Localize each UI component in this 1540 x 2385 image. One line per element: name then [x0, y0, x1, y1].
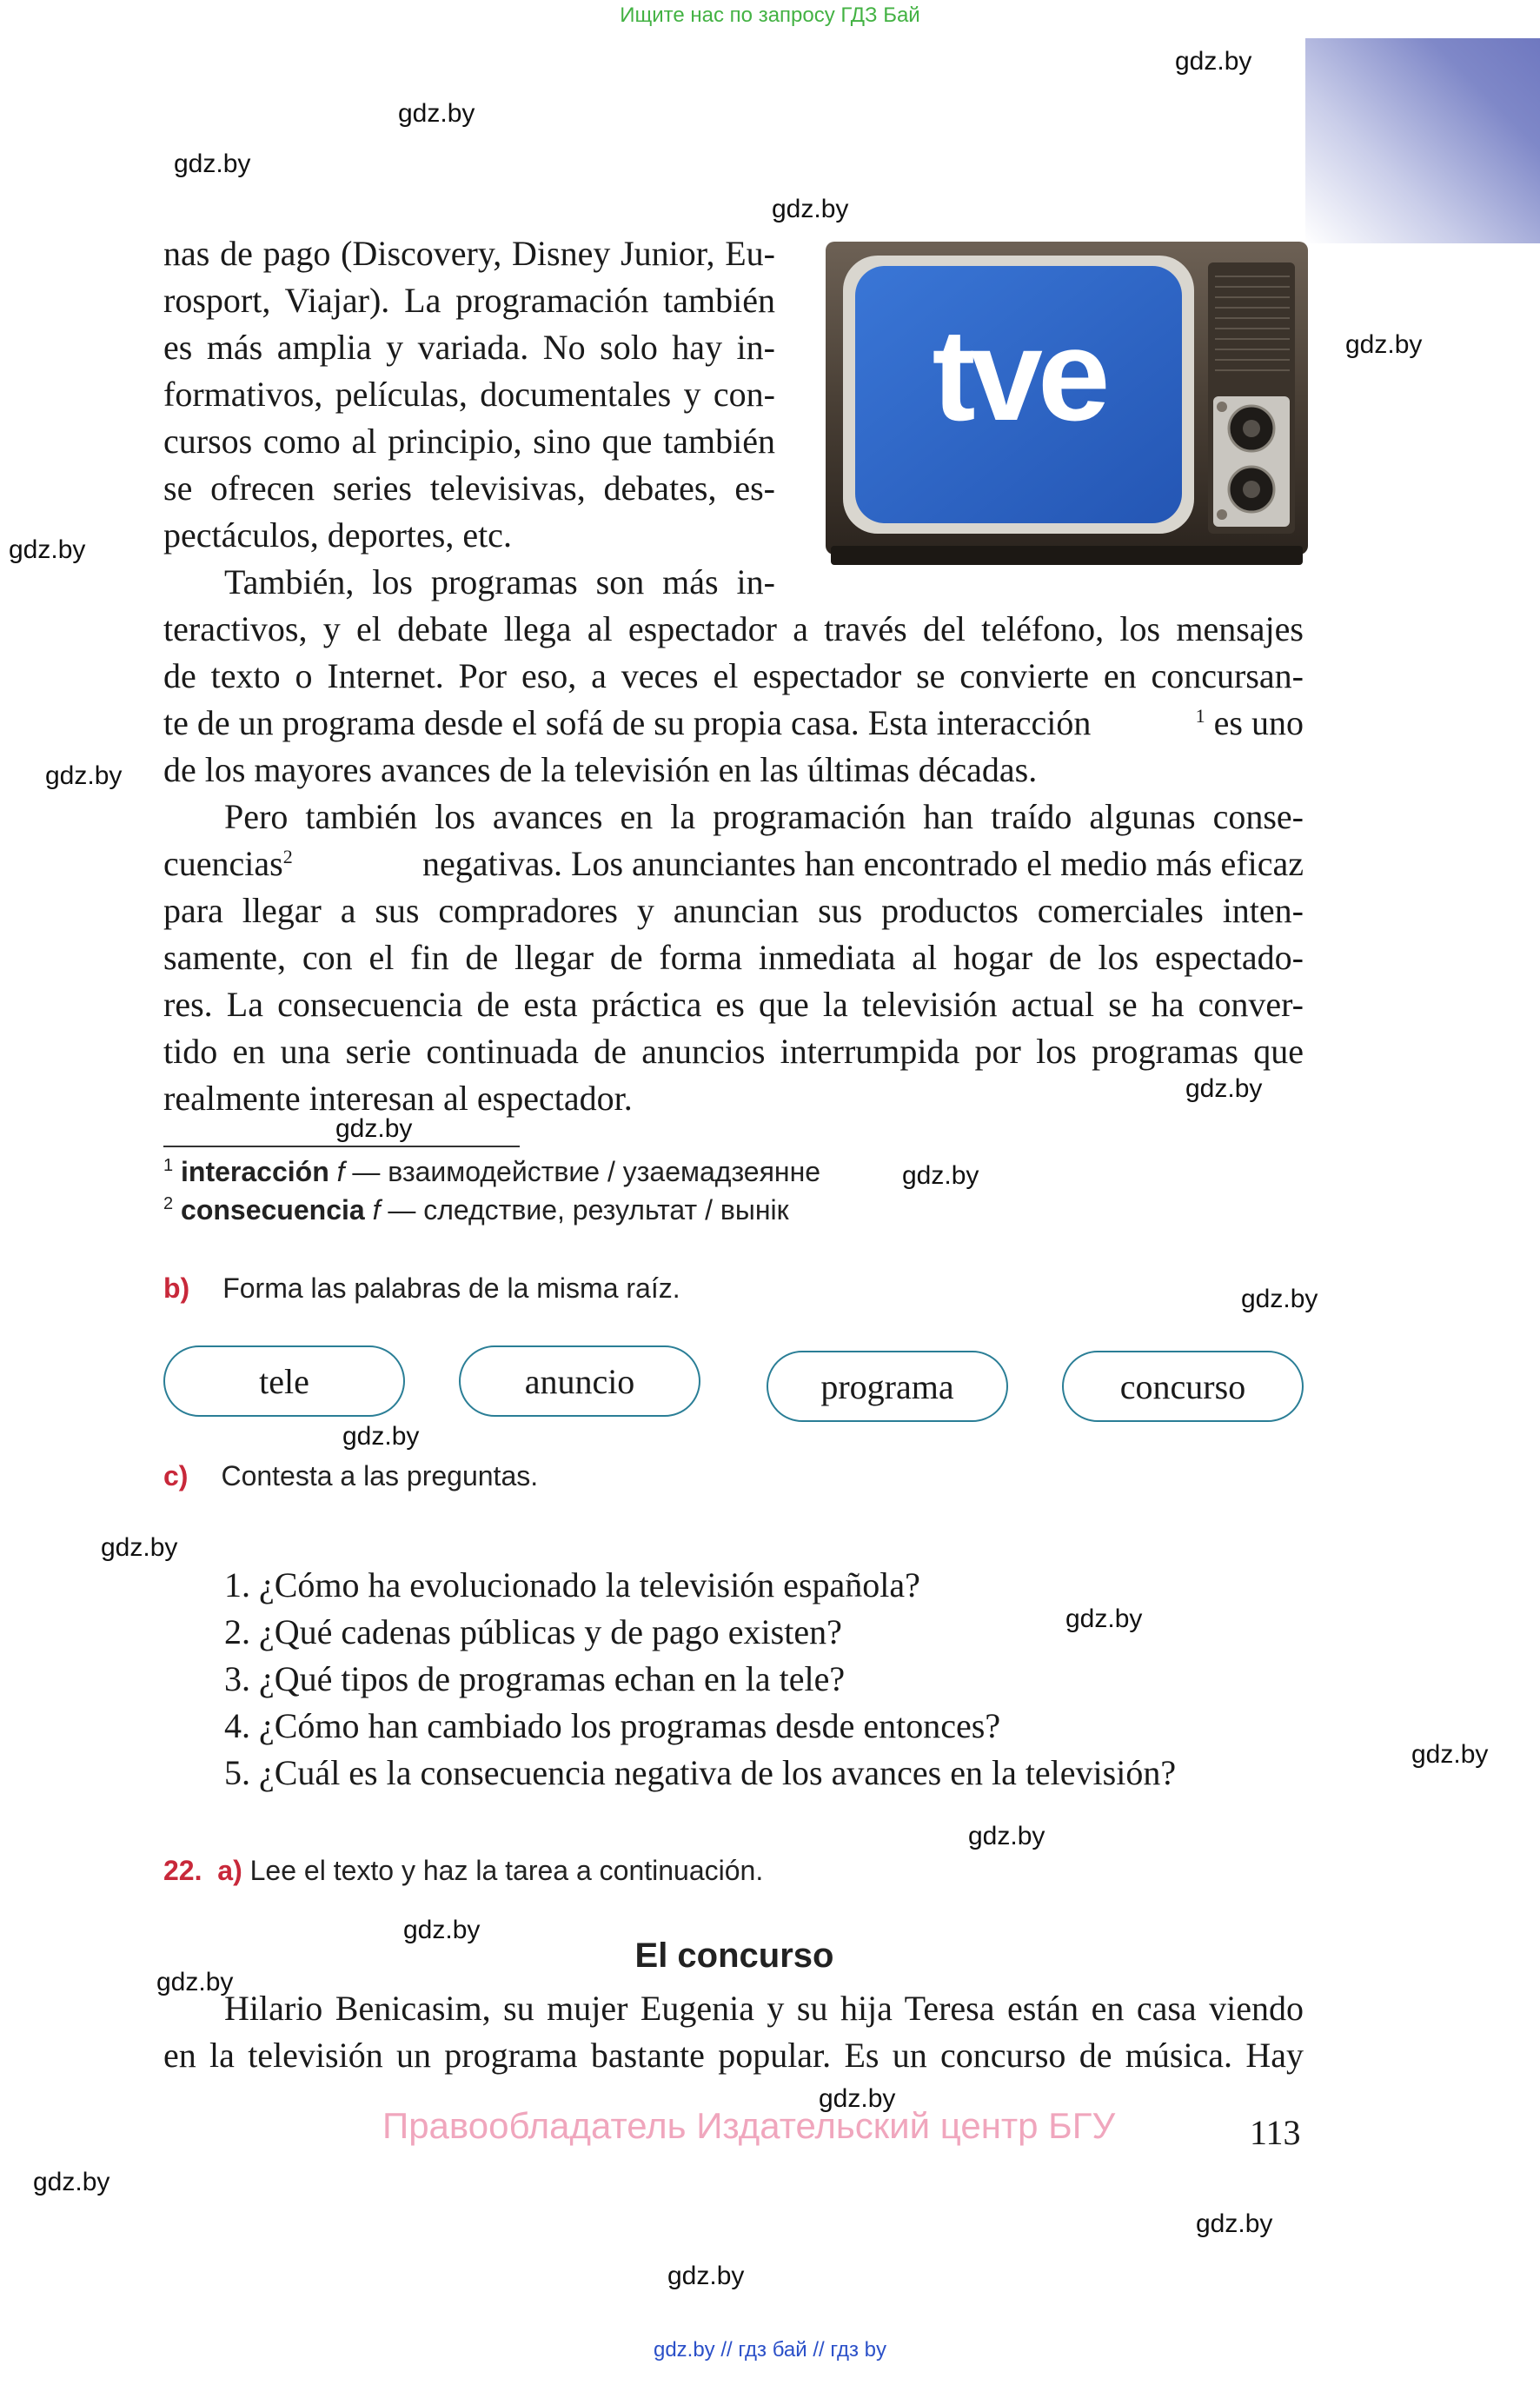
footnote-ref: 1	[1195, 705, 1205, 727]
footnote-divider	[163, 1146, 520, 1147]
text-line: se ofrecen series televisivas, debates, es-	[163, 468, 775, 508]
watermark: gdz.by	[403, 1916, 481, 1944]
paragraph-interactivity	[163, 559, 1304, 794]
story-title: El concurso	[634, 1937, 834, 1975]
watermark: gdz.by	[174, 149, 251, 178]
task-label: c)	[163, 1460, 189, 1491]
copyright-notice: Правообладатель Издательский центр БГУ	[382, 2105, 1116, 2146]
task-instruction: Lee el texto y haz la tarea a continuación.	[242, 1855, 764, 1886]
task-c	[163, 1460, 538, 1492]
footnote-term: interacción	[181, 1156, 329, 1187]
page-number: 113	[1250, 2113, 1301, 2152]
text-segment: es uno	[1205, 703, 1304, 742]
text-line: rosport, Viajar). La programación también	[163, 281, 775, 320]
text-line: realmente interesan al espectador.	[163, 1079, 633, 1118]
watermark: gdz.by	[1065, 1604, 1143, 1633]
task-instruction: Contesta a las preguntas.	[221, 1460, 539, 1491]
watermark: gdz.by	[968, 1822, 1045, 1850]
footnote-translation: — следствие, результат / вынік	[380, 1194, 789, 1226]
footnote-translation: — взаимодействие / узаемадзеянне	[344, 1156, 821, 1187]
exercise-number: 22.	[163, 1855, 202, 1886]
watermark: gdz.by	[1241, 1285, 1318, 1313]
footnote-number: 2	[163, 1194, 174, 1213]
text-line: para llegar a sus compradores y anuncian sus productos comerciales inten-	[163, 891, 1304, 930]
text-line: es más amplia y variada. No solo hay in-	[163, 328, 775, 367]
task-22	[163, 1855, 763, 1887]
text-line: teractivos, y el debate llega al espectador a través del teléfono, los mensajes	[163, 609, 1304, 648]
watermark: gdz.by	[1411, 1740, 1489, 1769]
intro-paragraph	[163, 230, 775, 559]
word-pill-programa	[767, 1351, 1008, 1422]
text-line	[163, 700, 1304, 747]
watermark: gdz.by	[1345, 330, 1423, 359]
footnote-gender: f	[336, 1156, 345, 1187]
text-line: tido en una serie continuada de anuncios interrumpida por los programas que	[163, 1032, 1304, 1071]
text-line: formativos, películas, documentales y con-	[163, 375, 775, 414]
tv-logo-text: tve	[932, 302, 1105, 448]
word-pill-concurso	[1062, 1351, 1304, 1422]
text-line: cursos como al principio, sino que también	[163, 422, 775, 461]
footnote-ref: 2	[282, 846, 293, 867]
question-item: 3. ¿Qué tipos de programas echan en la tele?	[224, 1659, 846, 1698]
text-segment: te de un programa desde el sofá de su propia casa. Esta interacción	[163, 703, 1092, 742]
question-item: 2. ¿Qué cadenas públicas y de pago existen?	[224, 1612, 842, 1651]
watermark: gdz.by	[45, 761, 123, 790]
task-instruction: Forma las palabras de la misma raíz.	[222, 1272, 680, 1304]
watermark: gdz.by	[342, 1422, 420, 1451]
watermark: gdz.by	[335, 1114, 413, 1143]
question-item: 5. ¿Cuál es la consecuencia negativa de los avances en la televisión?	[224, 1753, 1177, 1792]
word-pill-label: anuncio	[524, 1361, 635, 1401]
watermark: gdz.by	[1175, 47, 1252, 76]
watermark: gdz.by	[1196, 2209, 1273, 2238]
word-pill-tele	[163, 1345, 405, 1417]
text-line: de los mayores avances de la televisión en las últimas décadas.	[163, 750, 1038, 789]
task-b	[163, 1272, 680, 1305]
footnote	[163, 1194, 789, 1226]
footnote-term: consecuencia	[181, 1194, 365, 1226]
word-pill-label: programa	[820, 1366, 954, 1406]
footnote	[163, 1156, 820, 1188]
word-pill-label: tele	[259, 1361, 309, 1401]
text-line: nas de pago (Discovery, Disney Junior, Eu-	[163, 234, 775, 273]
watermark: gdz.by	[819, 2084, 896, 2113]
watermark: gdz.by	[902, 1161, 979, 1190]
watermark: gdz.by	[101, 1533, 178, 1562]
question-item: 1. ¿Cómo ha evolucionado la televisión española?	[224, 1565, 920, 1604]
watermark: gdz.by	[772, 195, 849, 223]
text-line: samente, con el fin de llegar de forma inmediata al hogar de los espectado-	[163, 938, 1304, 977]
question-item: 4. ¿Cómo han cambiado los programas desde entonces?	[224, 1706, 1001, 1745]
text-line: en la televisión un programa bastante popular. Es un concurso de música. Hay	[163, 2036, 1304, 2075]
paragraph-consequences	[163, 794, 1304, 1122]
watermark: gdz.by	[33, 2168, 110, 2196]
watermark: gdz.by	[156, 1968, 234, 1996]
word-pill-label: concurso	[1119, 1366, 1246, 1406]
task-label: b)	[163, 1272, 190, 1304]
footnote-number: 1	[163, 1156, 174, 1175]
footnote-gender: f	[372, 1194, 381, 1226]
top-banner[interactable]: Ищите нас по запросу ГДЗ Бай	[620, 3, 920, 27]
tv-set-image	[826, 242, 1308, 565]
text-line: Hilario Benicasim, su mujer Eugenia y su hija Teresa están en casa viendo	[224, 1989, 1304, 2028]
text-segment: negativas. Los anunciantes han encontrado el medio más eficaz	[422, 844, 1304, 883]
text-line: También, los programas son más in-	[224, 562, 775, 601]
watermark: gdz.by	[667, 2262, 745, 2290]
text-segment: cuencias	[163, 844, 283, 883]
text-line: res. La consecuencia de esta práctica es que la televisión actual se ha conver-	[163, 985, 1304, 1024]
text-segment	[163, 840, 293, 887]
text-segment	[1196, 700, 1304, 747]
bottom-banner[interactable]: gdz.by // гдз бай // гдз by	[653, 2338, 887, 2362]
watermark: gdz.by	[398, 99, 475, 128]
watermark: gdz.by	[9, 535, 86, 564]
text-line: Pero también los avances en la programación han traído algunas conse-	[224, 797, 1304, 836]
text-line	[163, 840, 1304, 887]
story-paragraph	[163, 1985, 1304, 2079]
word-pill-anuncio	[459, 1345, 700, 1417]
task-label: a)	[217, 1855, 242, 1886]
text-line: de texto o Internet. Por eso, a veces el espectador se convierte en concursan-	[163, 656, 1304, 695]
text-line: pectáculos, deportes, etc.	[163, 515, 512, 555]
corner-gradient-decoration	[1305, 38, 1540, 243]
watermark: gdz.by	[1185, 1074, 1263, 1103]
